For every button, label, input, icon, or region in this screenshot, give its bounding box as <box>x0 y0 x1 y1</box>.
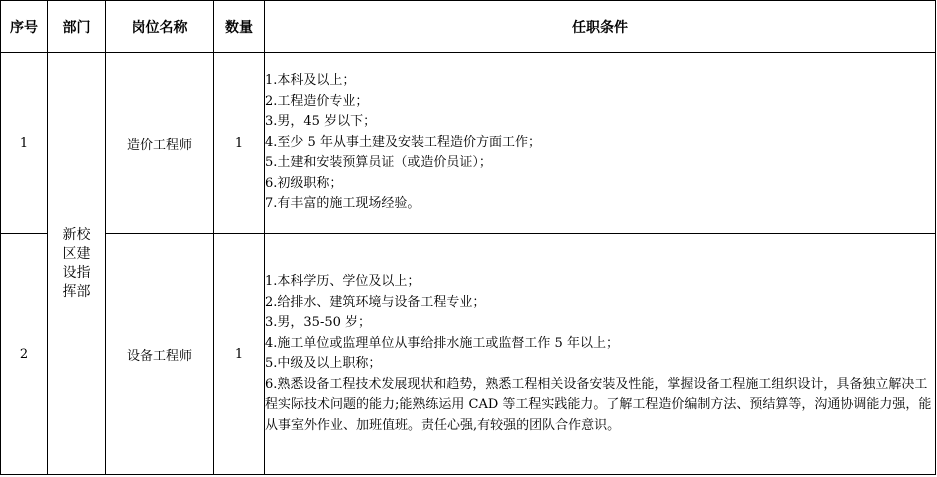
table-header-row <box>1 1 936 53</box>
row-1-requirements <box>265 53 936 234</box>
requirement-line: 4.至少 5 年从事土建及安装工程造价方面工作； <box>265 134 541 150</box>
table-row <box>1 53 936 234</box>
requirement-line: 1.本科及以上； <box>265 73 356 89</box>
row-1-seq: 1 <box>1 53 48 234</box>
header-position: 岗位名称 <box>106 1 214 53</box>
row-2-requirements <box>265 234 936 475</box>
row-1-count: 1 <box>214 53 265 234</box>
header-dept: 部门 <box>48 1 106 53</box>
requirement-line: 1.本科学历、学位及以上； <box>265 274 421 289</box>
requirement-line: 2.给排水、建筑环境与设备工程专业； <box>265 294 486 310</box>
header-count: 数量 <box>214 1 265 53</box>
requirement-line: 6.初级职称； <box>265 175 343 191</box>
requirement-line: 4.施工单位或监理单位从事给排水施工或监督工作 5 年以上； <box>265 335 619 351</box>
header-requirements: 任职条件 <box>265 1 936 53</box>
requirement-line: 2.工程造价专业； <box>265 93 369 109</box>
requirement-line: 3.男，35-50 岁； <box>265 315 372 330</box>
requirement-line: 3.男，45 岁以下； <box>265 114 377 130</box>
department-cell <box>48 53 106 475</box>
requirement-line: 6.熟悉设备工程技术发展现状和趋势，熟悉工程相关设备安装及性能，掌握设备工程施工组织设计，具备独立解决工程实际技术问题的能力;能熟练运用 CAD 等工程实践能力。了解工程造价编制方法、预结算等，沟通协调能力强，能从事室外作业、加班值班。责任心强,有较强的团队合作意识。 <box>265 376 932 433</box>
requirement-line: 7.有丰富的施工现场经验。 <box>265 196 421 212</box>
row-2-seq: 2 <box>1 234 48 475</box>
requirement-line: 5.土建和安装预算员证（或造价员证）； <box>265 155 492 171</box>
row-2-count: 1 <box>214 234 265 475</box>
header-seq: 序号 <box>1 1 48 53</box>
table-row <box>1 234 936 475</box>
department-name: 新校区建设指挥部 <box>62 226 91 300</box>
row-1-position: 造价工程师 <box>106 53 214 234</box>
requirement-line: 5.中级及以上职称； <box>265 356 382 371</box>
row-2-position: 设备工程师 <box>106 234 214 475</box>
